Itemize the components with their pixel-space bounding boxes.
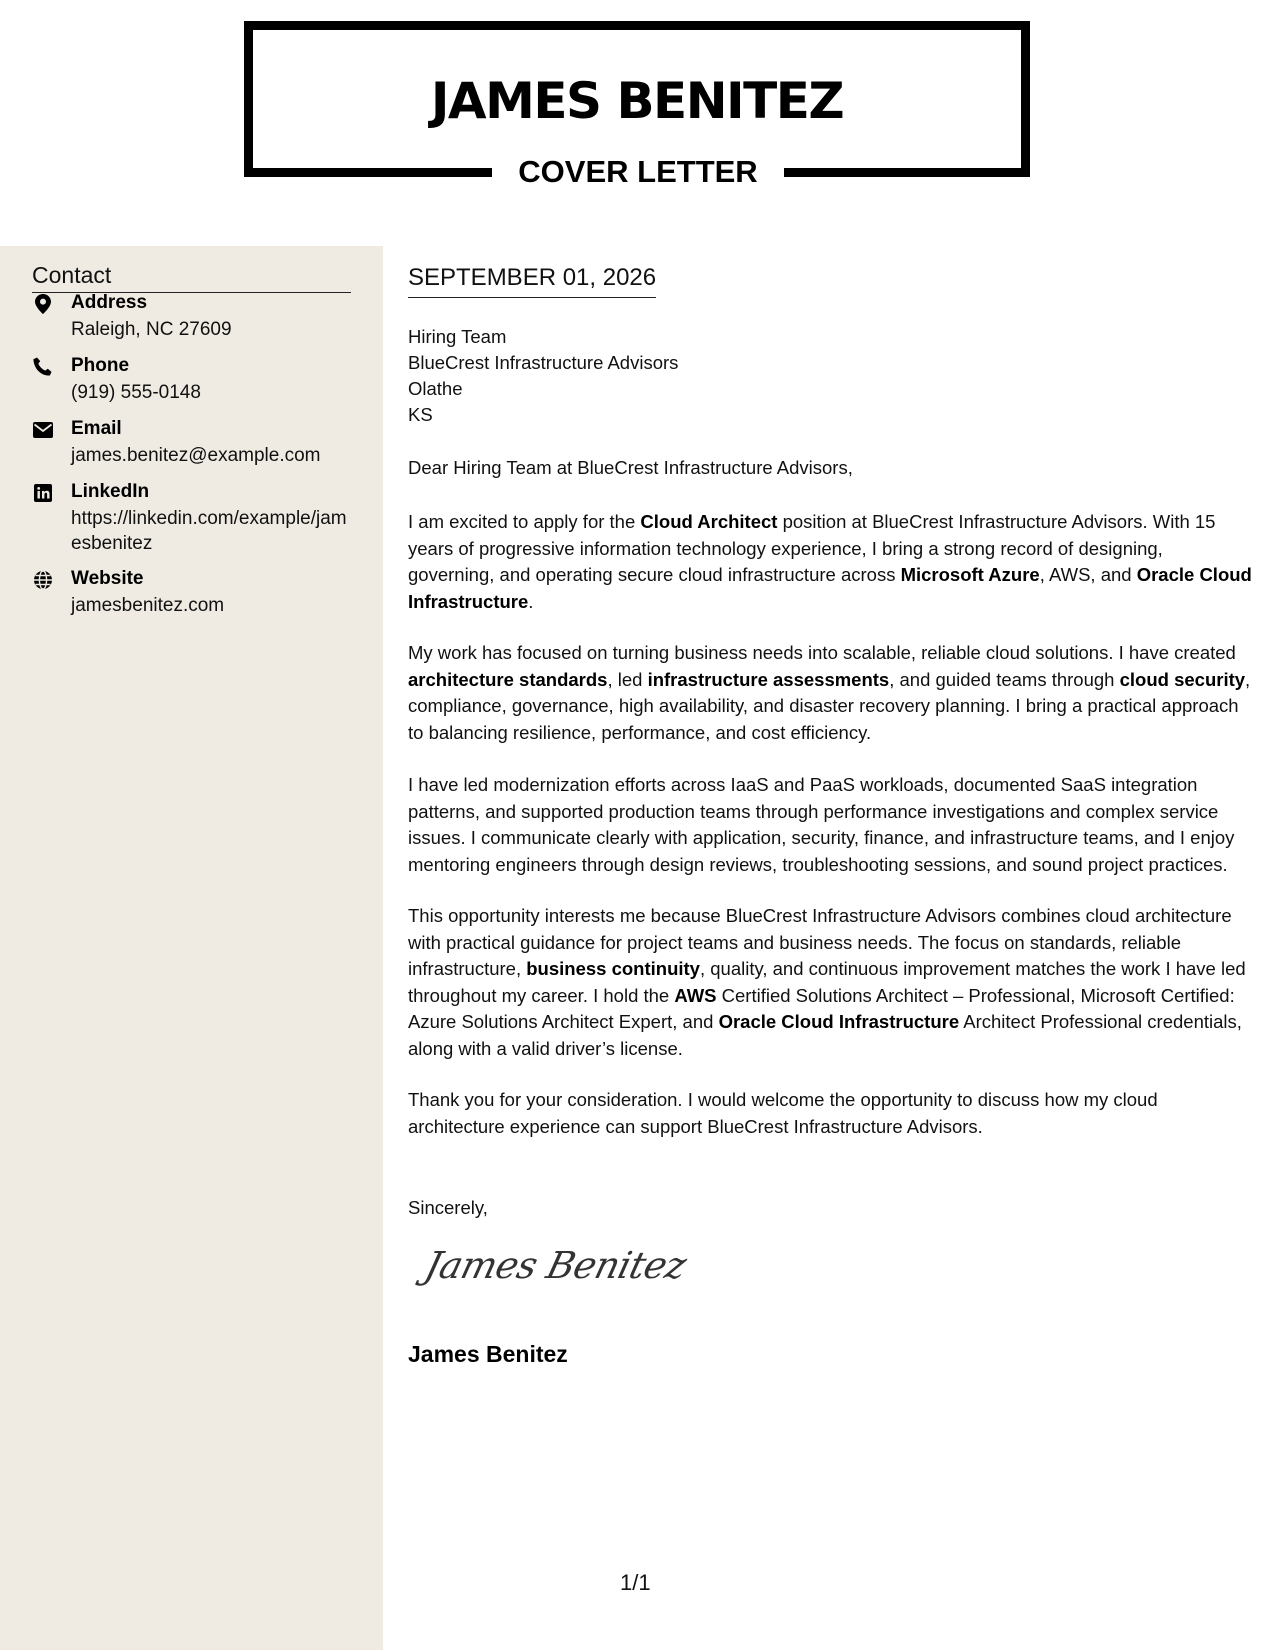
recipient-line: Olathe [408,378,463,399]
emphasis-text: architecture standards [408,668,608,690]
recipient-address [408,324,678,428]
document-subtitle: COVER LETTER [492,150,784,194]
linkedin-icon [32,482,54,504]
page-number: 1/1 [620,1570,651,1595]
emphasis-text: Oracle Cloud Infrastructure [408,564,1252,612]
paragraph [408,640,1253,746]
recipient-line: BlueCrest Infrastructure Advisors [408,352,679,373]
closing: Sincerely, [408,1197,488,1218]
paragraph-text: This opportunity interests me because BlueCrest Infrastructure Advisors combines cloud architecture with practical guidance for project teams and business needs. The focus on standards, reliable infrastructure, [408,905,1232,979]
emphasis-text: Cloud Architect [640,511,778,532]
contact-label: Phone [71,355,130,376]
contact-value[interactable]: jamesbenitez.com [71,595,225,616]
globe-icon [32,569,54,591]
paragraph-text: . [528,590,534,612]
emphasis-text: Oracle Cloud Infrastructure [718,1011,960,1032]
paragraph [408,1087,1253,1140]
recipient-line: Hiring Team [408,326,507,347]
paragraph [408,509,1253,615]
paragraph-text: My work has focused on turning business needs into scalable, reliable cloud solutions. I have created [408,642,1236,663]
contact-label: LinkedIn [71,481,150,502]
emphasis-text: infrastructure assessments [647,668,890,690]
location-pin-icon [32,293,54,315]
emphasis-text: cloud security [1119,668,1246,690]
paragraph-text: , compliance, governance, high availability, and disaster recovery planning. I bring a practical approach to balancing resilience, performance, and cost efficiency. [408,668,1251,743]
emphasis-text: business continuity [526,958,700,979]
emphasis-text: Microsoft Azure [900,564,1040,585]
envelope-icon [32,419,54,441]
paragraph-text: Architect Professional credentials, along with a valid driver’s license. [408,1011,1242,1059]
signer-name: James Benitez [408,1341,568,1367]
contact-label: Email [71,418,122,439]
applicant-name: JAMES BENITEZ [430,72,844,130]
paragraph-text: Certified Solutions Architect – Professional, Microsoft Certified: Azure Solutions Architect Expert, and [408,984,1235,1032]
paragraph-text: I have led modernization efforts across IaaS and PaaS workloads, documented SaaS integration patterns, and supported production teams through performance investigations and complex service issues. I communicate clearly with application, security, finance, and infrastructure teams, and I enjoy mentoring engineers through design reviews, troubleshooting sessions, and sound project practices. [408,774,1235,875]
contact-label: Website [71,568,144,589]
paragraph-text: I am excited to apply for the [408,511,641,532]
contact-value: (919) 555-0148 [71,382,201,403]
paragraph-text: , and guided teams through [889,668,1120,690]
contact-sidebar [0,246,383,1650]
contact-label: Address [71,292,148,313]
handwritten-signature: James Benitez [420,1244,691,1287]
contact-value: james.benitez@example.com [71,445,321,466]
paragraph-text: Thank you for your consideration. I would welcome the opportunity to discuss how my cloud architecture experience can support BlueCrest Infrastructure Advisors. [408,1089,1158,1137]
paragraph [408,772,1253,878]
recipient-line: KS [408,404,433,425]
paragraph [408,903,1253,1062]
salutation: Dear Hiring Team at BlueCrest Infrastructure Advisors, [408,457,853,478]
contact-value: Raleigh, NC 27609 [71,319,232,340]
phone-icon [32,356,54,378]
paragraph-text: , led [607,668,648,690]
contact-value[interactable]: https://linkedin.com/example/jamesbenitez [71,508,347,554]
contact-heading: Contact [32,262,351,293]
letter-date: SEPTEMBER 01, 2026 [408,264,656,298]
paragraph-text: , quality, and continuous improvement matches the work I have led throughout my career. I hold the [408,958,1246,1006]
paragraph-text: position at BlueCrest Infrastructure Advisors. With 15 years of progressive information technology experience, I bring a strong record of designing, governing, and operating secure cloud infrastructure across [408,511,1216,585]
paragraph-text: , AWS, and [1039,564,1137,585]
emphasis-text: AWS [674,984,717,1006]
